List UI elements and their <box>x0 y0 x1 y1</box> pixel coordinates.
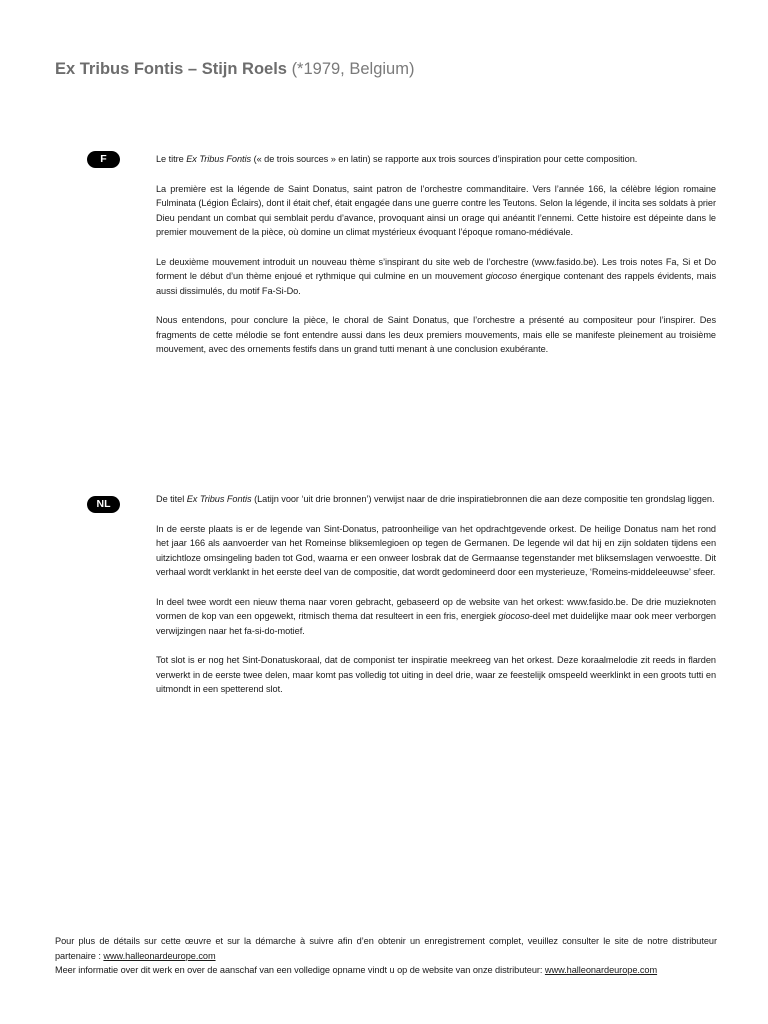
distributor-link-fr[interactable]: www.halleonardeurope.com <box>103 950 216 961</box>
italic-title-fr: Ex Tribus Fontis <box>186 154 252 164</box>
italic-giocoso-fr: giocoso <box>485 271 517 281</box>
paragraph-nl-3: In deel twee wordt een nieuw thema naar voren gebracht, gebaseerd op de website van het orkest: www.fasido.be. De drie muzieknoten vormen de kop van een opgewekt, ritmisch thema dat resulteert in een fris, energiek giocoso-deel met duidelijke maar ook meer verborgen verwijzingen naar het fa-si-do-motief. <box>156 596 716 636</box>
title-subtitle: (*1979, Belgium) <box>291 60 415 78</box>
title-main: Ex Tribus Fontis – Stijn Roels <box>55 60 287 78</box>
footer <box>55 934 717 978</box>
language-badge-nl: NL <box>87 496 120 513</box>
italic-giocoso-nl: giocoso <box>498 611 530 621</box>
footer-nl: Meer informatie over dit werk en over de aanschaf van een volledige opname vindt u op de website van onze distributeur: www.halleonardeurope.com <box>55 965 658 975</box>
footer-fr: Pour plus de détails sur cette œuvre et sur la démarche à suivre afin d’en obtenir un enregistrement complet, veuillez consulter le site de notre distributeur partenaire : www.halleonardeurope.com <box>55 936 717 961</box>
paragraph-nl-4: Tot slot is er nog het Sint-Donatuskoraal, dat de componist ter inspiratie meekreeg van het orkest. Deze koraalmelodie zit reeds in flarden verwerkt in de eerste twee delen, maar komt pas volledig tot uiting in deel drie, waar ze feestelijk omspeeld weerklinkt in een groots tutti en uitmondt in een spetterend slot. <box>156 655 716 694</box>
page-title <box>55 60 414 79</box>
paragraph-fr-3: Le deuxième mouvement introduit un nouveau thème s’inspirant du site web de l’orchestre (www.fasido.be). Les trois notes Fa, Si et Do forment le début d’un thème enjoué et rythmique qui culmine en un mouvement giocoso énergique contenant des rappels évidents, mais aussi dissimulés, du motif Fa-Si-Do. <box>156 256 716 296</box>
paragraph-fr-1: Le titre Ex Tribus Fontis (« de trois sources » en latin) se rapporte aux trois sources d’inspiration pour cette composition. <box>156 154 638 164</box>
paragraph-fr-4: Nous entendons, pour conclure la pièce, le choral de Saint Donatus, que l’orchestre a présenté au compositeur pour l’inspirer. Des fragments de cette mélodie se font entendre aussi dans les deux premiers mouvements, mais elle se manifeste pleinement au troisième mouvement, avec des ornements festifs dans un grand tutti menant à une conclusion exubérante. <box>156 315 716 354</box>
paragraph-fr-2: La première est la légende de Saint Donatus, saint patron de l’orchestre commanditaire. Vers l’année 166, la célèbre légion romaine Fulminata (Légion Éclairs), dont il était chef, était engagée dans une guerre contre les Teutons. Selon la légende, il incita ses soldats à prier Dieu pendant un combat qui semblait perdu d’avance, provoquant ainsi un orage qui anéantit l’ennemi. Cette histoire est dépeinte dans le premier mouvement de la pièce, où domine un climat mystérieux évoquant l’époque romano-médiévale. <box>156 183 716 237</box>
text-section-nl <box>156 492 716 697</box>
italic-title-nl: Ex Tribus Fontis <box>186 494 252 504</box>
paragraph-nl-1: De titel Ex Tribus Fontis (Latijn voor ‘uit drie bronnen’) verwijst naar de drie inspiratiebronnen die aan deze compositie ten grondslag liggen. <box>156 494 715 504</box>
language-badge-fr: F <box>87 151 120 168</box>
distributor-link-nl[interactable]: www.halleonardeurope.com <box>544 965 658 975</box>
paragraph-nl-2: In de eerste plaats is er de legende van Sint-Donatus, patroonheilige van het opdrachtgevende orkest. De heilige Donatus nam het rond het jaar 166 als aanvoerder van het Romeinse bliksemlegioen op tegen de Germanen. De legende wil dat hij en zijn soldaten tijdens een uitzichtloze omsingeling baden tot God, waarna er een onweer losbrak dat de Germaanse tegenstander met bliksemslagen verwoestte. Dit verhaal wordt verklankt in het eerste deel van de compositie, dat wordt gedomineerd door een mysterieuze, ‘Romeins-middeleeuwse’ sfeer. <box>156 523 716 577</box>
text-section-fr <box>156 152 716 357</box>
